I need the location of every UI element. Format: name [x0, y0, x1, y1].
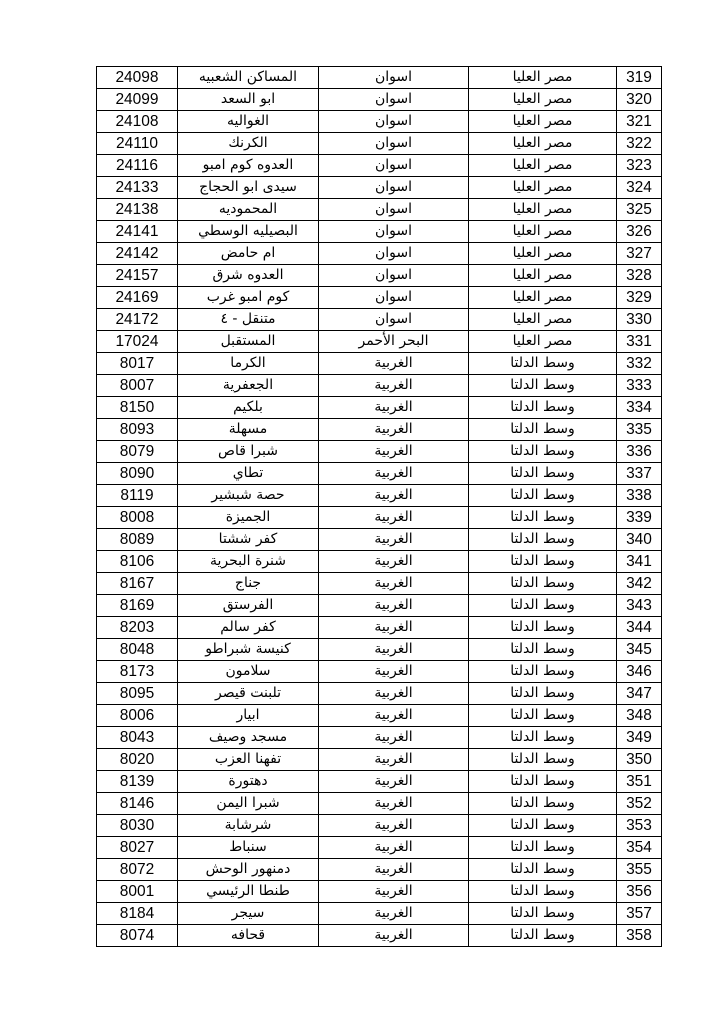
branch-code-cell: 8008: [97, 507, 178, 529]
data-table: [96, 66, 662, 947]
governorate-cell: الغربية: [319, 771, 469, 793]
governorate-cell: اسوان: [319, 287, 469, 309]
serial-number-cell: 334: [617, 397, 662, 419]
branch-name-cell: ابيار: [178, 705, 319, 727]
table-row: [97, 705, 662, 727]
region-cell: وسط الدلتا: [469, 705, 617, 727]
region-cell: وسط الدلتا: [469, 793, 617, 815]
branch-name-cell: الجعفرية: [178, 375, 319, 397]
branch-name-cell: تلبنت قيصر: [178, 683, 319, 705]
region-cell: وسط الدلتا: [469, 353, 617, 375]
table-row: [97, 529, 662, 551]
branch-name-cell: الفرستق: [178, 595, 319, 617]
serial-number-cell: 323: [617, 155, 662, 177]
branch-code-cell: 17024: [97, 331, 178, 353]
table-row: [97, 265, 662, 287]
governorate-cell: الغربية: [319, 463, 469, 485]
governorate-cell: اسوان: [319, 177, 469, 199]
governorate-cell: الغربية: [319, 705, 469, 727]
serial-number-cell: 330: [617, 309, 662, 331]
branch-code-cell: 8146: [97, 793, 178, 815]
branch-name-cell: الغواليه: [178, 111, 319, 133]
region-cell: مصر العليا: [469, 287, 617, 309]
branch-code-cell: 8007: [97, 375, 178, 397]
region-cell: وسط الدلتا: [469, 661, 617, 683]
region-cell: وسط الدلتا: [469, 463, 617, 485]
table-row: [97, 155, 662, 177]
branch-code-cell: 8072: [97, 859, 178, 881]
governorate-cell: الغربية: [319, 903, 469, 925]
branch-code-cell: 8048: [97, 639, 178, 661]
governorate-cell: الغربية: [319, 375, 469, 397]
branch-name-cell: المساكن الشعبيه: [178, 67, 319, 89]
table-row: [97, 925, 662, 947]
region-cell: وسط الدلتا: [469, 771, 617, 793]
branch-code-cell: 8106: [97, 551, 178, 573]
governorate-cell: الغربية: [319, 397, 469, 419]
branch-code-cell: 8017: [97, 353, 178, 375]
governorate-cell: الغربية: [319, 485, 469, 507]
table-row: [97, 815, 662, 837]
serial-number-cell: 346: [617, 661, 662, 683]
table-row: [97, 837, 662, 859]
branch-code-cell: 8089: [97, 529, 178, 551]
serial-number-cell: 347: [617, 683, 662, 705]
branch-name-cell: سلامون: [178, 661, 319, 683]
branch-code-cell: 8030: [97, 815, 178, 837]
region-cell: وسط الدلتا: [469, 639, 617, 661]
serial-number-cell: 325: [617, 199, 662, 221]
serial-number-cell: 326: [617, 221, 662, 243]
serial-number-cell: 322: [617, 133, 662, 155]
region-cell: وسط الدلتا: [469, 375, 617, 397]
table-row: [97, 133, 662, 155]
governorate-cell: اسوان: [319, 155, 469, 177]
branch-code-cell: 8095: [97, 683, 178, 705]
branch-code-cell: 24157: [97, 265, 178, 287]
governorate-cell: الغربية: [319, 353, 469, 375]
region-cell: وسط الدلتا: [469, 419, 617, 441]
table-row: [97, 221, 662, 243]
table-row: [97, 199, 662, 221]
governorate-cell: الغربية: [319, 617, 469, 639]
serial-number-cell: 351: [617, 771, 662, 793]
branch-name-cell: كفر سالم: [178, 617, 319, 639]
table-row: [97, 793, 662, 815]
serial-number-cell: 355: [617, 859, 662, 881]
branch-code-cell: 8173: [97, 661, 178, 683]
serial-number-cell: 356: [617, 881, 662, 903]
table-row: [97, 397, 662, 419]
serial-number-cell: 353: [617, 815, 662, 837]
table-row: [97, 441, 662, 463]
serial-number-cell: 345: [617, 639, 662, 661]
branch-code-cell: 24141: [97, 221, 178, 243]
table-row: [97, 749, 662, 771]
branch-name-cell: متنقل - ٤: [178, 309, 319, 331]
region-cell: مصر العليا: [469, 177, 617, 199]
serial-number-cell: 328: [617, 265, 662, 287]
table-row: [97, 287, 662, 309]
branch-name-cell: طنطا الرئيسي: [178, 881, 319, 903]
table-row: [97, 111, 662, 133]
region-cell: مصر العليا: [469, 67, 617, 89]
region-cell: وسط الدلتا: [469, 925, 617, 947]
branch-name-cell: جناج: [178, 573, 319, 595]
serial-number-cell: 339: [617, 507, 662, 529]
serial-number-cell: 337: [617, 463, 662, 485]
branch-name-cell: سيدى ابو الحجاج: [178, 177, 319, 199]
table-row: [97, 485, 662, 507]
table-row: [97, 353, 662, 375]
branch-name-cell: قحافه: [178, 925, 319, 947]
governorate-cell: الغربية: [319, 815, 469, 837]
governorate-cell: الغربية: [319, 925, 469, 947]
governorate-cell: الغربية: [319, 727, 469, 749]
serial-number-cell: 358: [617, 925, 662, 947]
branch-name-cell: العدوه كوم امبو: [178, 155, 319, 177]
governorate-cell: الغربية: [319, 573, 469, 595]
branch-name-cell: تفهنا العزب: [178, 749, 319, 771]
table-row: [97, 375, 662, 397]
governorate-cell: الغربية: [319, 529, 469, 551]
branch-name-cell: المحموديه: [178, 199, 319, 221]
region-cell: وسط الدلتا: [469, 617, 617, 639]
branch-code-cell: 8043: [97, 727, 178, 749]
region-cell: وسط الدلتا: [469, 903, 617, 925]
serial-number-cell: 357: [617, 903, 662, 925]
branch-name-cell: تطاي: [178, 463, 319, 485]
region-cell: وسط الدلتا: [469, 507, 617, 529]
branch-name-cell: شنرة البحرية: [178, 551, 319, 573]
region-cell: وسط الدلتا: [469, 683, 617, 705]
governorate-cell: اسوان: [319, 243, 469, 265]
region-cell: مصر العليا: [469, 111, 617, 133]
region-cell: مصر العليا: [469, 221, 617, 243]
branch-name-cell: سيجر: [178, 903, 319, 925]
region-cell: وسط الدلتا: [469, 837, 617, 859]
branch-code-cell: 8020: [97, 749, 178, 771]
branch-name-cell: دمنهور الوحش: [178, 859, 319, 881]
governorate-cell: الغربية: [319, 441, 469, 463]
table-row: [97, 463, 662, 485]
serial-number-cell: 341: [617, 551, 662, 573]
governorate-cell: اسوان: [319, 199, 469, 221]
region-cell: مصر العليا: [469, 309, 617, 331]
region-cell: مصر العليا: [469, 265, 617, 287]
branch-code-cell: 24172: [97, 309, 178, 331]
governorate-cell: الغربية: [319, 595, 469, 617]
governorate-cell: اسوان: [319, 265, 469, 287]
branch-name-cell: ابو السعد: [178, 89, 319, 111]
branch-code-cell: 8074: [97, 925, 178, 947]
region-cell: مصر العليا: [469, 243, 617, 265]
governorate-cell: الغربية: [319, 639, 469, 661]
table-row: [97, 551, 662, 573]
table-row: [97, 859, 662, 881]
serial-number-cell: 354: [617, 837, 662, 859]
table-row: [97, 573, 662, 595]
serial-number-cell: 352: [617, 793, 662, 815]
serial-number-cell: 321: [617, 111, 662, 133]
governorate-cell: الغربية: [319, 793, 469, 815]
branch-name-cell: الجميزة: [178, 507, 319, 529]
governorate-cell: اسوان: [319, 133, 469, 155]
branch-name-cell: سنباط: [178, 837, 319, 859]
branch-name-cell: المستقبل: [178, 331, 319, 353]
region-cell: وسط الدلتا: [469, 573, 617, 595]
serial-number-cell: 349: [617, 727, 662, 749]
branch-name-cell: حصة شبشير: [178, 485, 319, 507]
serial-number-cell: 338: [617, 485, 662, 507]
table-row: [97, 177, 662, 199]
serial-number-cell: 343: [617, 595, 662, 617]
branch-name-cell: العدوه شرق: [178, 265, 319, 287]
branch-code-cell: 8090: [97, 463, 178, 485]
branch-name-cell: بلكيم: [178, 397, 319, 419]
table-row: [97, 881, 662, 903]
table-row: [97, 683, 662, 705]
branch-code-cell: 24108: [97, 111, 178, 133]
region-cell: وسط الدلتا: [469, 815, 617, 837]
branch-code-cell: 8027: [97, 837, 178, 859]
table-row: [97, 67, 662, 89]
branch-code-cell: 8001: [97, 881, 178, 903]
governorate-cell: الغربية: [319, 507, 469, 529]
governorate-cell: اسوان: [319, 309, 469, 331]
serial-number-cell: 336: [617, 441, 662, 463]
table-row: [97, 89, 662, 111]
branch-name-cell: شرشابة: [178, 815, 319, 837]
region-cell: مصر العليا: [469, 199, 617, 221]
governorate-cell: الغربية: [319, 661, 469, 683]
region-cell: مصر العليا: [469, 331, 617, 353]
branch-code-cell: 8093: [97, 419, 178, 441]
governorate-cell: الغربية: [319, 683, 469, 705]
serial-number-cell: 335: [617, 419, 662, 441]
governorate-cell: الغربية: [319, 749, 469, 771]
governorate-cell: البحر الأحمر: [319, 331, 469, 353]
branch-code-cell: 8119: [97, 485, 178, 507]
governorate-cell: اسوان: [319, 89, 469, 111]
region-cell: وسط الدلتا: [469, 485, 617, 507]
governorate-cell: الغربية: [319, 837, 469, 859]
serial-number-cell: 340: [617, 529, 662, 551]
region-cell: مصر العليا: [469, 155, 617, 177]
table-row: [97, 661, 662, 683]
serial-number-cell: 327: [617, 243, 662, 265]
serial-number-cell: 342: [617, 573, 662, 595]
table-row: [97, 903, 662, 925]
branch-name-cell: الكرنك: [178, 133, 319, 155]
branch-code-cell: 8167: [97, 573, 178, 595]
governorate-cell: اسوان: [319, 221, 469, 243]
serial-number-cell: 348: [617, 705, 662, 727]
branch-name-cell: البصيليه الوسطي: [178, 221, 319, 243]
region-cell: مصر العليا: [469, 133, 617, 155]
serial-number-cell: 333: [617, 375, 662, 397]
region-cell: وسط الدلتا: [469, 397, 617, 419]
branch-code-cell: 24099: [97, 89, 178, 111]
table-row: [97, 243, 662, 265]
branch-name-cell: مسجد وصيف: [178, 727, 319, 749]
branch-code-cell: 24098: [97, 67, 178, 89]
region-cell: وسط الدلتا: [469, 551, 617, 573]
table-row: [97, 771, 662, 793]
serial-number-cell: 319: [617, 67, 662, 89]
branch-code-cell: 24138: [97, 199, 178, 221]
governorate-cell: الغربية: [319, 881, 469, 903]
table-row: [97, 419, 662, 441]
serial-number-cell: 350: [617, 749, 662, 771]
governorate-cell: الغربية: [319, 419, 469, 441]
branch-code-cell: 24110: [97, 133, 178, 155]
branch-code-cell: 24116: [97, 155, 178, 177]
branch-code-cell: 24142: [97, 243, 178, 265]
branch-name-cell: كوم امبو غرب: [178, 287, 319, 309]
branch-name-cell: كفر ششتا: [178, 529, 319, 551]
table-body: [97, 67, 662, 947]
serial-number-cell: 320: [617, 89, 662, 111]
region-cell: وسط الدلتا: [469, 441, 617, 463]
table-row: [97, 507, 662, 529]
governorate-cell: اسوان: [319, 111, 469, 133]
branch-name-cell: كنيسة شبراطو: [178, 639, 319, 661]
region-cell: وسط الدلتا: [469, 529, 617, 551]
branch-code-cell: 24133: [97, 177, 178, 199]
branch-code-cell: 8079: [97, 441, 178, 463]
table-row: [97, 617, 662, 639]
serial-number-cell: 324: [617, 177, 662, 199]
serial-number-cell: 344: [617, 617, 662, 639]
region-cell: وسط الدلتا: [469, 727, 617, 749]
region-cell: وسط الدلتا: [469, 859, 617, 881]
branch-name-cell: ام حامض: [178, 243, 319, 265]
table-row: [97, 639, 662, 661]
serial-number-cell: 332: [617, 353, 662, 375]
branch-name-cell: مسهلة: [178, 419, 319, 441]
serial-number-cell: 331: [617, 331, 662, 353]
table-row: [97, 331, 662, 353]
branch-code-cell: 8169: [97, 595, 178, 617]
region-cell: مصر العليا: [469, 89, 617, 111]
region-cell: وسط الدلتا: [469, 595, 617, 617]
branch-code-cell: 8184: [97, 903, 178, 925]
branch-code-cell: 8006: [97, 705, 178, 727]
branch-name-cell: شبرا اليمن: [178, 793, 319, 815]
governorate-cell: اسوان: [319, 67, 469, 89]
serial-number-cell: 329: [617, 287, 662, 309]
table-row: [97, 727, 662, 749]
governorate-cell: الغربية: [319, 859, 469, 881]
governorate-cell: الغربية: [319, 551, 469, 573]
table-row: [97, 595, 662, 617]
region-cell: وسط الدلتا: [469, 881, 617, 903]
branch-code-cell: 24169: [97, 287, 178, 309]
branch-code-cell: 8139: [97, 771, 178, 793]
branch-code-cell: 8203: [97, 617, 178, 639]
branch-name-cell: الكرما: [178, 353, 319, 375]
table-row: [97, 309, 662, 331]
branch-name-cell: دهتورة: [178, 771, 319, 793]
branch-code-cell: 8150: [97, 397, 178, 419]
region-cell: وسط الدلتا: [469, 749, 617, 771]
branch-name-cell: شبرا قاص: [178, 441, 319, 463]
